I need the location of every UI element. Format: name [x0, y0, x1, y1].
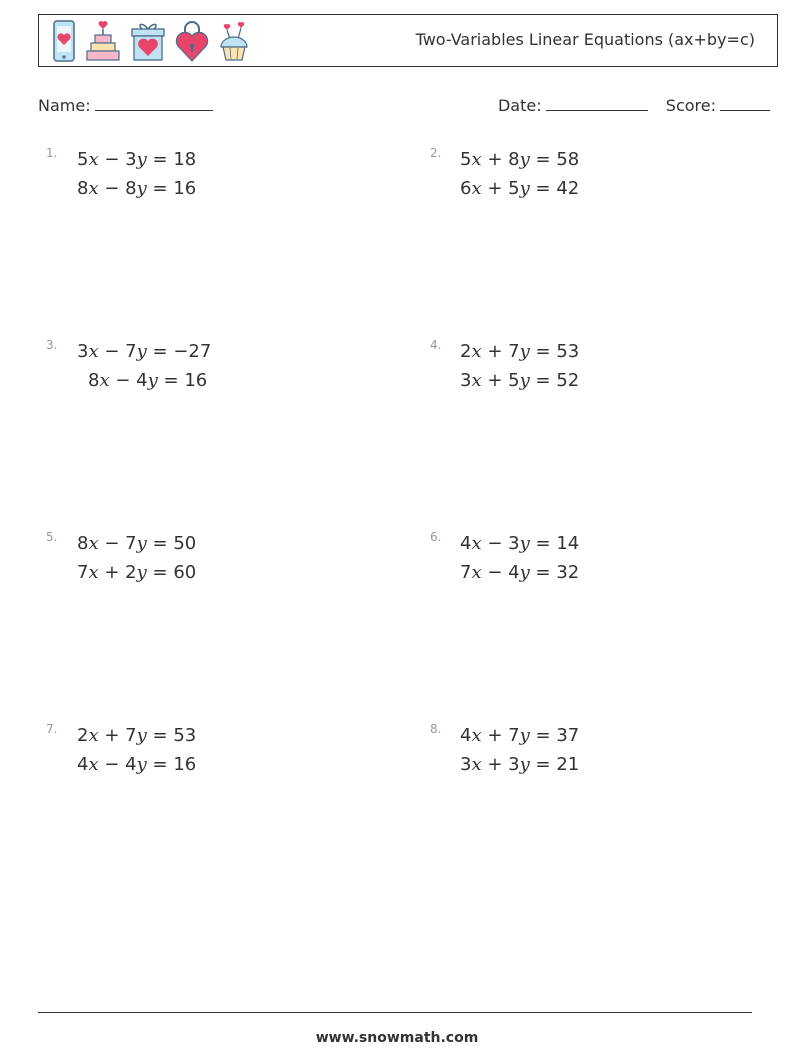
worksheet-header	[38, 14, 778, 67]
equation-1: 2x + 7y = 53	[77, 725, 197, 746]
problem-number: 1.	[46, 146, 58, 160]
equation-2: 7x − 4y = 32	[460, 562, 580, 583]
problem-number: 2.	[430, 146, 442, 160]
gift-heart-icon	[129, 19, 167, 63]
date-blank[interactable]	[546, 94, 648, 111]
heart-lock-icon	[175, 19, 209, 63]
score-label: Score:	[665, 96, 716, 115]
date-score-fields	[498, 94, 770, 115]
equation-1: 2x + 7y = 53	[460, 341, 580, 362]
name-label: Name:	[38, 96, 91, 115]
equation-2: 7x + 2y = 60	[77, 562, 197, 583]
cupcake-icon	[217, 19, 251, 63]
problem-number: 5.	[46, 530, 58, 544]
cake-icon	[85, 19, 121, 63]
problem-number: 8.	[430, 722, 442, 736]
equation-2: 8x − 8y = 16	[77, 178, 197, 199]
equation-2: 3x + 3y = 21	[460, 754, 580, 775]
name-field	[38, 94, 213, 115]
equation-1: 8x − 7y = 50	[77, 533, 197, 554]
equation-1: 4x − 3y = 14	[460, 533, 580, 554]
score-blank[interactable]	[720, 94, 770, 111]
name-blank[interactable]	[95, 94, 213, 111]
footer-website[interactable]: www.snowmath.com	[315, 1030, 479, 1046]
equation-1: 5x − 3y = 18	[77, 149, 197, 170]
problem-number: 6.	[430, 530, 442, 544]
problem-number: 4.	[430, 338, 442, 352]
equation-1: 3x − 7y = −27	[77, 341, 212, 362]
phone-heart-icon	[51, 19, 77, 63]
equation-2: 6x + 5y = 42	[460, 178, 580, 199]
header-icons	[51, 19, 251, 63]
problem-number: 3.	[46, 338, 58, 352]
problem-number: 7.	[46, 722, 58, 736]
footer-divider	[38, 1012, 752, 1013]
worksheet-title: Two-Variables Linear Equations (ax+by=c)	[415, 30, 755, 49]
equation-2: 3x + 5y = 52	[460, 370, 580, 391]
date-label: Date:	[497, 96, 542, 115]
equation-2: 4x − 4y = 16	[77, 754, 197, 775]
equation-1: 5x + 8y = 58	[460, 149, 580, 170]
equation-1: 4x + 7y = 37	[460, 725, 580, 746]
equation-2: 8x − 4y = 16	[88, 370, 208, 391]
